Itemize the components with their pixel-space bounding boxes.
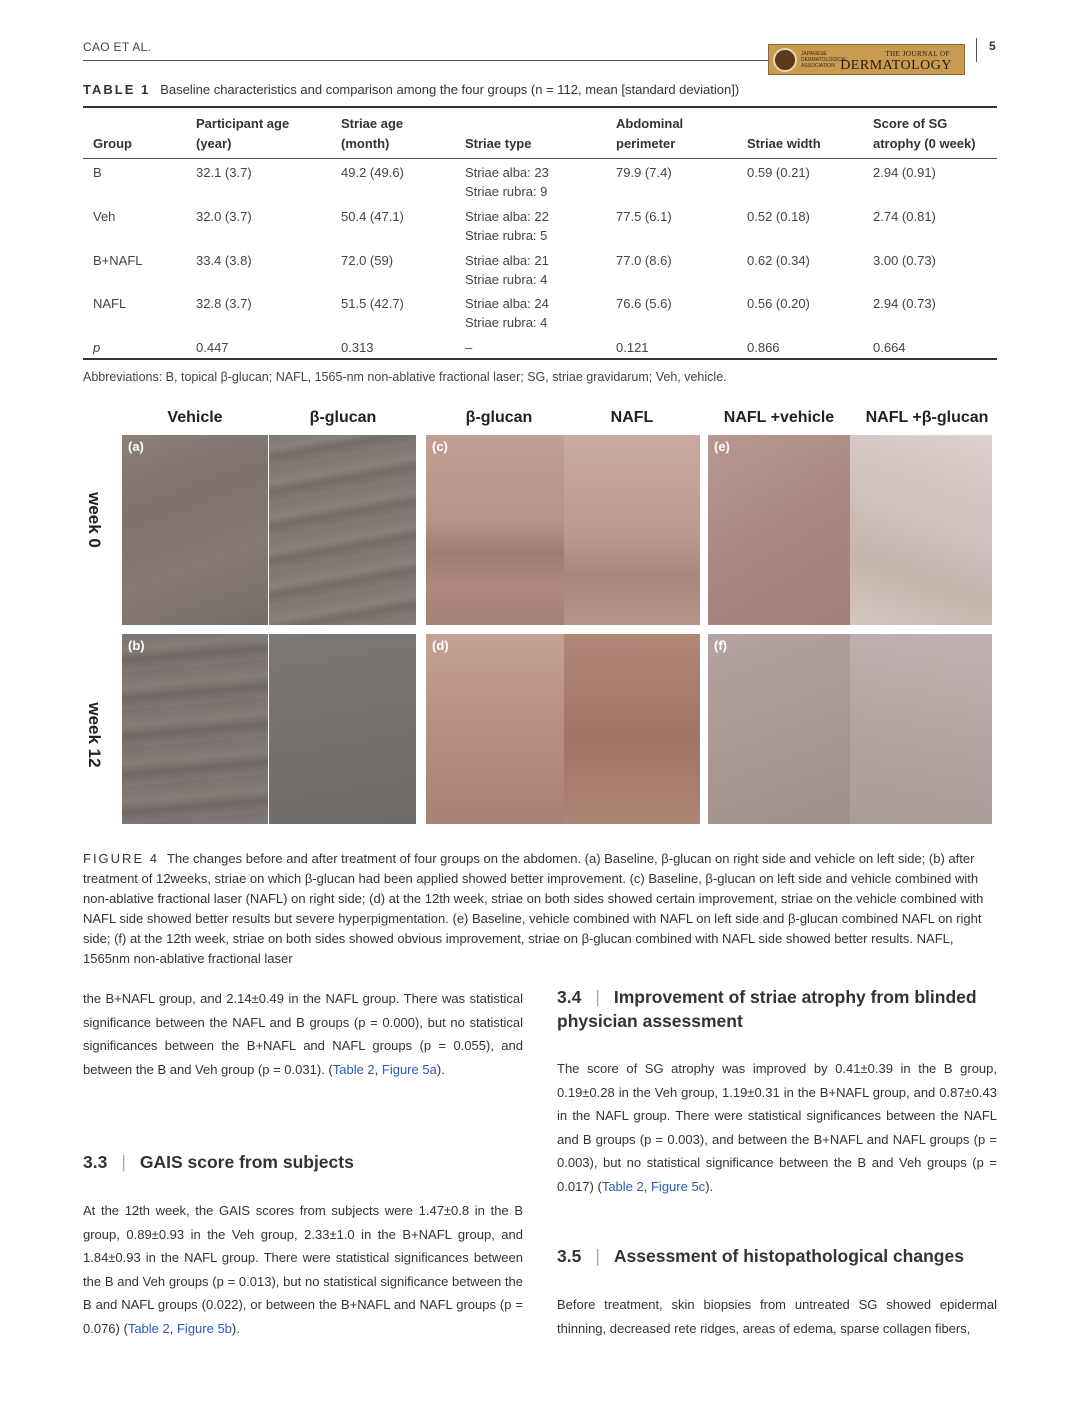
figure-label: FIGURE 4 <box>83 851 159 866</box>
skin-photo-nafl-vehicle-week0 <box>708 435 850 625</box>
skin-photo-nafl-bglucan-week0 <box>850 435 992 625</box>
skin-photo-bglucan-d-week12 <box>426 634 564 824</box>
cell-p-label: p <box>93 340 101 355</box>
cell-width: 0.52 (0.18) <box>747 209 810 224</box>
cell-type-rubra: Striae rubra: 5 <box>465 228 548 243</box>
logo-society: JAPANESE DERMATOLOGICAL ASSOCIATION <box>801 51 848 69</box>
paragraph-text: the B+NAFL group, and 2.14±0.49 in the NAFL group. There was statistical significance between the NAFL and B groups (p = 0.000), but no statistical significances between the B+NAFL and NAFL groups (p = 0.055), and between the B and Veh group (p = 0.031). <box>83 991 523 1077</box>
cell-score: 2.94 (0.91) <box>873 165 936 180</box>
th-age-1: Participant age <box>196 116 290 131</box>
skin-photo-vehicle-week12 <box>122 634 268 824</box>
cell-group: B+NAFL <box>93 253 143 268</box>
th-score-1: Score of SG <box>873 116 948 131</box>
figure-col-header: NAFL +β-glucan <box>865 409 989 426</box>
th-age-2: (year) <box>196 136 232 151</box>
link-table-2[interactable]: Table 2 <box>332 1061 375 1077</box>
th-group: Group <box>93 136 132 151</box>
cell-score: 2.94 (0.73) <box>873 296 936 311</box>
cell-type-rubra: Striae rubra: 4 <box>465 272 548 287</box>
society-seal-icon <box>773 48 797 72</box>
cell-p-width: 0.866 <box>747 340 780 355</box>
link-figure-5a[interactable]: Figure 5a <box>381 1061 437 1077</box>
th-score-2: atrophy (0 week) <box>873 136 976 151</box>
section-heading-3-5: 3.5 | Assessment of histopathological changes <box>557 1246 964 1266</box>
cell-age: 32.0 (3.7) <box>196 209 252 224</box>
table-caption <box>83 82 739 97</box>
link-figure-5b[interactable]: Figure 5b <box>176 1320 232 1336</box>
left-paragraph-1: the B+NAFL group, and 2.14±0.49 in the NAFL group. There was statistical significance between the NAFL and B groups (p = 0.000), but no statistical significances between the B+NAFL and NAFL groups (p = 0.055), and between the B and Veh group (p = 0.031). (Table 2, Figure 5a). <box>83 991 523 1077</box>
skin-photo-nafl-bglucan-week12 <box>850 634 992 824</box>
figure-col-header: β-glucan <box>309 409 377 426</box>
skin-photo-nafl-week0 <box>564 435 700 625</box>
cell-perimeter: 77.0 (8.6) <box>616 253 672 268</box>
cell-striae-age: 72.0 (59) <box>341 253 394 268</box>
section-title: GAIS score from subjects <box>139 1152 354 1172</box>
skin-photo-nafl-vehicle-week12 <box>708 634 850 824</box>
cell-type-alba: Striae alba: 21 <box>465 253 549 268</box>
table-caption-text: Baseline characteristics and comparison among the four groups (n = 112, mean [standard deviation]) <box>160 82 740 97</box>
link-table-2[interactable]: Table 2 <box>127 1320 170 1336</box>
panel-label: (a) <box>128 439 144 454</box>
cell-type-rubra: Striae rubra: 4 <box>465 315 548 330</box>
cell-perimeter: 76.6 (5.6) <box>616 296 672 311</box>
cell-p-striae-age: 0.313 <box>341 340 374 355</box>
th-perimeter-2: perimeter <box>616 136 676 151</box>
panel-label: (c) <box>432 439 448 454</box>
header-divider <box>976 38 977 62</box>
page-number: 5 <box>989 39 996 53</box>
th-perimeter-1: Abdominal <box>616 116 684 131</box>
cell-p-type: – <box>465 340 473 355</box>
cell-width: 0.56 (0.20) <box>747 296 810 311</box>
running-author: CAO ET AL. <box>83 40 152 54</box>
figure-col-header: Vehicle <box>167 409 223 426</box>
table-abbreviations: Abbreviations: B, topical β-glucan; NAFL, 1565-nm non-ablative fractional laser; SG, striae gravidarum; Veh, vehicle. <box>83 370 727 384</box>
figure-row-label: week 12 <box>85 702 104 768</box>
link-figure-5c[interactable]: Figure 5c <box>650 1178 706 1194</box>
left-paragraph-2: At the 12th week, the GAIS scores from subjects were 1.47±0.8 in the B group, 0.89±0.93 in the Veh group, 2.33±1.0 in the B+NAFL group, and 1.84±0.93 in the NAFL group. There were statistical significances between the B and Veh groups (p = 0.013), but no statistical significance between the B and NAFL groups (0.022), or between the B+NAFL and NAFL groups (p = 0.076) (Table 2, Figure 5b). <box>83 1203 523 1336</box>
paragraph-text: Before treatment, skin biopsies from untreated SG showed epidermal thinning, decreased rete ridges, areas of edema, sparse collagen fibers, <box>557 1297 997 1336</box>
ref-close: ). <box>436 1061 445 1077</box>
journal-logo <box>768 44 965 75</box>
figure-col-header: NAFL <box>610 409 654 426</box>
cell-p-score: 0.664 <box>873 340 906 355</box>
cell-striae-age: 49.2 (49.6) <box>341 165 404 180</box>
paragraph-text: At the 12th week, the GAIS scores from subjects were 1.47±0.8 in the B group, 0.89±0.93 in the Veh group, 2.33±1.0 in the B+NAFL group, and 1.84±0.93 in the NAFL group. There were statistical significances between the B and Veh groups (p = 0.013), but no statistical significance between the B and NAFL groups (0.022), or between the B+NAFL and NAFL groups (p = 0.076) <box>83 1203 523 1336</box>
skin-photo-bglucan-week0 <box>269 435 416 625</box>
section-title: Assessment of histopathological changes <box>613 1246 964 1266</box>
section-heading-3-4: 3.4 | Improvement of striae atrophy from blinded physician assessment <box>557 987 977 1031</box>
figure-caption-text: The changes before and after treatment of four groups on the abdomen. (a) Baseline, β-glucan on right side and vehicle on left side; (b) after treatment of 12weeks, striae on which β-glucan had been applied showed better improvement. (c) Baseline, β-glucan on left side and vehicle combined with non-ablative fractional laser (NAFL) on right side; (d) at the 12th week, striae on both sides showed certain improvement, striae on the vehicle combined with NAFL side showed better results but severe hyperpigmentation. (e) Baseline, vehicle combined with NAFL on left side and β-glucan combined NAFL on right side; (f) at the 12th week, striae on both sides showed obvious improvement, striae on β-glucan combined with NAFL side showed better results. NAFL, 1565nm non-ablative fractional laser <box>83 851 984 966</box>
cell-type-alba: Striae alba: 24 <box>465 296 549 311</box>
th-striae-age-1: Striae age <box>341 116 404 131</box>
panel-label: (e) <box>714 439 730 454</box>
cell-group: B <box>93 165 102 180</box>
logo-line2: DERMATOLOGY <box>840 58 952 73</box>
cell-perimeter: 79.9 (7.4) <box>616 165 672 180</box>
panel-label: (d) <box>432 638 449 653</box>
cell-width: 0.62 (0.34) <box>747 253 810 268</box>
paragraph-text: The score of SG atrophy was improved by 0.41±0.39 in the B group, 0.19±0.28 in the Veh group, 1.19±0.31 in the B+NAFL group, and 0.87±0.43 in the NAFL group. There were statistical significances between the NAFL and B groups (p = 0.003), and between the B+NAFL and NAFL groups (p = 0.003), but no statistical significance between the B and Veh groups (p = 0.017) <box>557 1061 997 1194</box>
table-label: TABLE 1 <box>83 82 151 97</box>
ref-open: ( <box>328 1061 333 1077</box>
panel-label: (b) <box>128 638 145 653</box>
panel-label: (f) <box>714 638 727 653</box>
cell-striae-age: 50.4 (47.1) <box>341 209 404 224</box>
cell-age: 32.8 (3.7) <box>196 296 252 311</box>
figure-col-header: β-glucan <box>465 409 533 426</box>
th-striae-age-2: (month) <box>341 136 390 151</box>
figure-row-label: week 0 <box>85 492 104 548</box>
cell-type-alba: Striae alba: 22 <box>465 209 549 224</box>
section-title: Improvement of striae atrophy from blinded physician assessment <box>557 987 977 1031</box>
table-header-rule <box>83 158 997 159</box>
right-paragraph-2 <box>557 1293 997 1340</box>
logo-line1: THE JOURNAL OF <box>885 50 950 58</box>
skin-photo-bglucan-week12 <box>269 634 416 824</box>
skin-photo-vehicle-week0 <box>122 435 268 625</box>
section-number: 3.4 <box>557 987 582 1007</box>
right-paragraph-1: The score of SG atrophy was improved by 0.41±0.39 in the B group, 0.19±0.28 in the Veh group, 1.19±0.31 in the B+NAFL group, and 0.87±0.43 in the NAFL group. There were statistical significances between the NAFL and B groups (p = 0.003), and between the B+NAFL and NAFL groups (p = 0.003), but no statistical significance between the B and Veh groups (p = 0.017) (Table 2, Figure 5c). <box>557 1061 997 1194</box>
cell-striae-age: 51.5 (42.7) <box>341 296 404 311</box>
table-bottom-rule <box>83 358 997 360</box>
cell-group: Veh <box>93 209 116 224</box>
th-striae-type: Striae type <box>465 136 532 151</box>
cell-type-alba: Striae alba: 23 <box>465 165 549 180</box>
cell-group: NAFL <box>93 296 127 311</box>
figure-col-header: NAFL +vehicle <box>723 409 835 426</box>
cell-score: 2.74 (0.81) <box>873 209 936 224</box>
skin-photo-bglucan-c-week0 <box>426 435 564 625</box>
cell-perimeter: 77.5 (6.1) <box>616 209 672 224</box>
th-width: Striae width <box>747 136 821 151</box>
cell-age: 32.1 (3.7) <box>196 165 252 180</box>
cell-p-perimeter: 0.121 <box>616 340 649 355</box>
cell-p-age: 0.447 <box>196 340 229 355</box>
table-top-rule <box>83 106 997 108</box>
skin-photo-nafl-week12 <box>564 634 700 824</box>
link-table-2[interactable]: Table 2 <box>601 1178 644 1194</box>
section-number: 3.5 <box>557 1246 582 1266</box>
cell-type-rubra: Striae rubra: 9 <box>465 184 548 199</box>
cell-width: 0.59 (0.21) <box>747 165 810 180</box>
section-heading-3-3: 3.3 | GAIS score from subjects <box>83 1152 354 1172</box>
figure-caption <box>83 849 997 969</box>
cell-age: 33.4 (3.8) <box>196 253 252 268</box>
section-number: 3.3 <box>83 1152 108 1172</box>
cell-score: 3.00 (0.73) <box>873 253 936 268</box>
